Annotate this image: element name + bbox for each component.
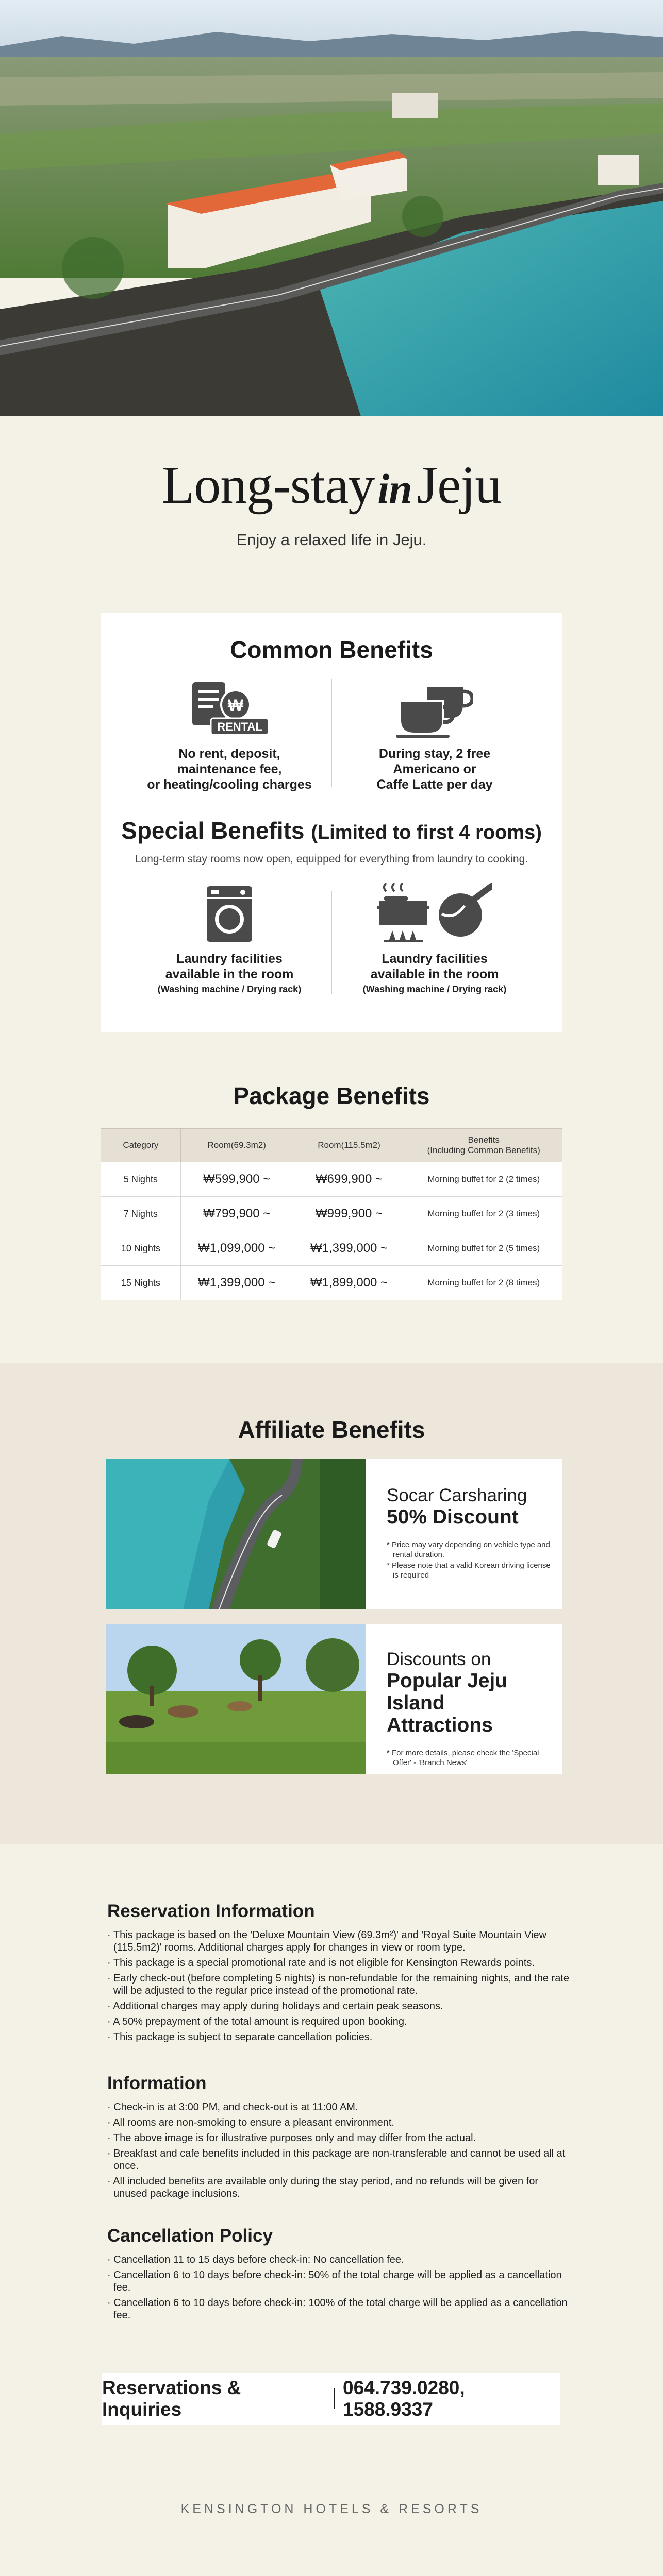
footer-brand: KENSINGTON HOTELS & RESORTS xyxy=(180,2502,483,2516)
benefit-cooking: Laundry facilities available in the room (Washing machine / Drying rack) xyxy=(337,881,533,995)
table-header-row xyxy=(101,1129,562,1162)
contact-phones[interactable]: 064.739.0280, 1588.9337 xyxy=(343,2377,465,2420)
table-row: 10 Nights ₩1,099,000 ~ ₩1,399,000 ~ Morning buffet for 2 (5 times) xyxy=(101,1231,562,1266)
divider xyxy=(331,891,332,994)
svg-text:RENTAL: RENTAL xyxy=(217,720,262,733)
benefit-rental: ₩ RENTAL No rent, deposit, maintenance fee, or heating/cooling charges xyxy=(131,676,327,792)
affiliate-benefits-title: Affiliate Benefits xyxy=(238,1416,425,1443)
cancellation-policy xyxy=(107,2226,571,2325)
reservations-contact xyxy=(102,2373,560,2425)
table-row: 7 Nights ₩799,900 ~ ₩999,900 ~ Morning buffet for 2 (3 times) xyxy=(101,1197,562,1231)
list-item: · All rooms are non-smoking to ensure a pleasant environment. xyxy=(107,2116,571,2129)
divider xyxy=(331,679,332,787)
coastal-road-image xyxy=(106,1459,366,1609)
special-benefits-subtitle: Long-term stay rooms now open, equipped for everything from laundry to cooking. xyxy=(135,853,528,865)
pasture-horses-image xyxy=(106,1624,366,1774)
table-row: 5 Nights ₩599,900 ~ ₩699,900 ~ Morning buffet for 2 (2 times) xyxy=(101,1162,562,1197)
page-title: Long-stayinJeju xyxy=(161,455,502,515)
rental-documents-icon xyxy=(188,680,271,738)
column-header: Category xyxy=(101,1129,181,1162)
list-item: · Breakfast and cafe benefits included in this package are non-transferable and cannot be used all at once. xyxy=(107,2147,571,2172)
special-benefits-title: Special Benefits (Limited to first 4 rooms) xyxy=(121,817,542,844)
benefits-card xyxy=(101,613,562,1032)
section-title: Reservation Information xyxy=(107,1901,315,1921)
list-item: · Early check-out (before completing 5 nights) is non-refundable for the remaining nights, and the rate will be adjusted to the regular price instead of the promotional rate. xyxy=(107,1972,571,1997)
affiliate-attractions: Discounts on Popular Jeju Island Attractions * For more details, please check the 'Special Offer' - 'Branch News' xyxy=(106,1624,562,1774)
cooking-pot-icon xyxy=(377,883,492,943)
washing-machine-icon xyxy=(206,885,253,943)
list-item: · This package is based on the 'Deluxe Mountain View (69.3m²)' and 'Royal Suite Mountain View (115.5m2)' rooms. Additional charges apply for changes in view or room type. xyxy=(107,1929,571,1954)
table-row: 15 Nights ₩1,399,000 ~ ₩1,899,000 ~ Morning buffet for 2 (8 times) xyxy=(101,1266,562,1300)
section-title: Cancellation Policy xyxy=(107,2226,273,2246)
affiliate-name: Discounts on Popular Jeju Island Attractions xyxy=(387,1649,508,1736)
list-item: · All included benefits are available only during the stay period, and no refunds will be given for unused package inclusions. xyxy=(107,2175,571,2200)
list-item: · Check-in is at 3:00 PM, and check-out is at 11:00 AM. xyxy=(107,2101,571,2113)
package-table xyxy=(101,1128,562,1300)
column-header: Benefits (Including Common Benefits) xyxy=(405,1129,562,1162)
list-item: · Cancellation 6 to 10 days before check-in: 100% of the total charge will be applied as a cancellation fee. xyxy=(107,2297,571,2321)
package-benefits-title: Package Benefits xyxy=(233,1082,430,1109)
hero-image xyxy=(0,0,663,416)
section-title: Information xyxy=(107,2073,207,2093)
divider xyxy=(334,2388,335,2409)
benefit-laundry: Laundry facilities available in the room (Washing machine / Drying rack) xyxy=(131,881,327,995)
reservation-information xyxy=(107,1901,571,2046)
column-header: Room(69.3m2) xyxy=(180,1129,293,1162)
benefit-coffee: During stay, 2 free Americano or Caffe Latte per day xyxy=(337,676,533,792)
list-item: · The above image is for illustrative purposes only and may differ from the actual. xyxy=(107,2132,571,2144)
affiliate-name: Socar Carsharing 50% Discount xyxy=(387,1485,527,1528)
intro-section xyxy=(0,455,663,549)
column-header: Room(115.5m2) xyxy=(293,1129,405,1162)
contact-label: Reservations & Inquiries xyxy=(102,2377,241,2420)
list-item: · This package is a special promotional rate and is not eligible for Kensington Rewards points. xyxy=(107,1957,571,1969)
list-item: · Additional charges may apply during holidays and certain peak seasons. xyxy=(107,2000,571,2012)
page-subtitle: Enjoy a relaxed life in Jeju. xyxy=(236,531,427,549)
list-item: · A 50% prepayment of the total amount is required upon booking. xyxy=(107,2015,571,2028)
affiliate-socar: Socar Carsharing 50% Discount * Price may vary depending on vehicle type and rental duration. * Please note that a valid Korean driving license is required xyxy=(106,1459,562,1609)
list-item: · This package is subject to separate cancellation policies. xyxy=(107,2031,571,2043)
coffee-cups-icon xyxy=(396,684,473,738)
information xyxy=(107,2073,571,2203)
common-benefits-title: Common Benefits xyxy=(230,636,433,663)
list-item: · Cancellation 6 to 10 days before check-in: 50% of the total charge will be applied as a cancellation fee. xyxy=(107,2269,571,2294)
svg-text:₩: ₩ xyxy=(227,696,244,715)
list-item: · Cancellation 11 to 15 days before check-in: No cancellation fee. xyxy=(107,2253,571,2266)
